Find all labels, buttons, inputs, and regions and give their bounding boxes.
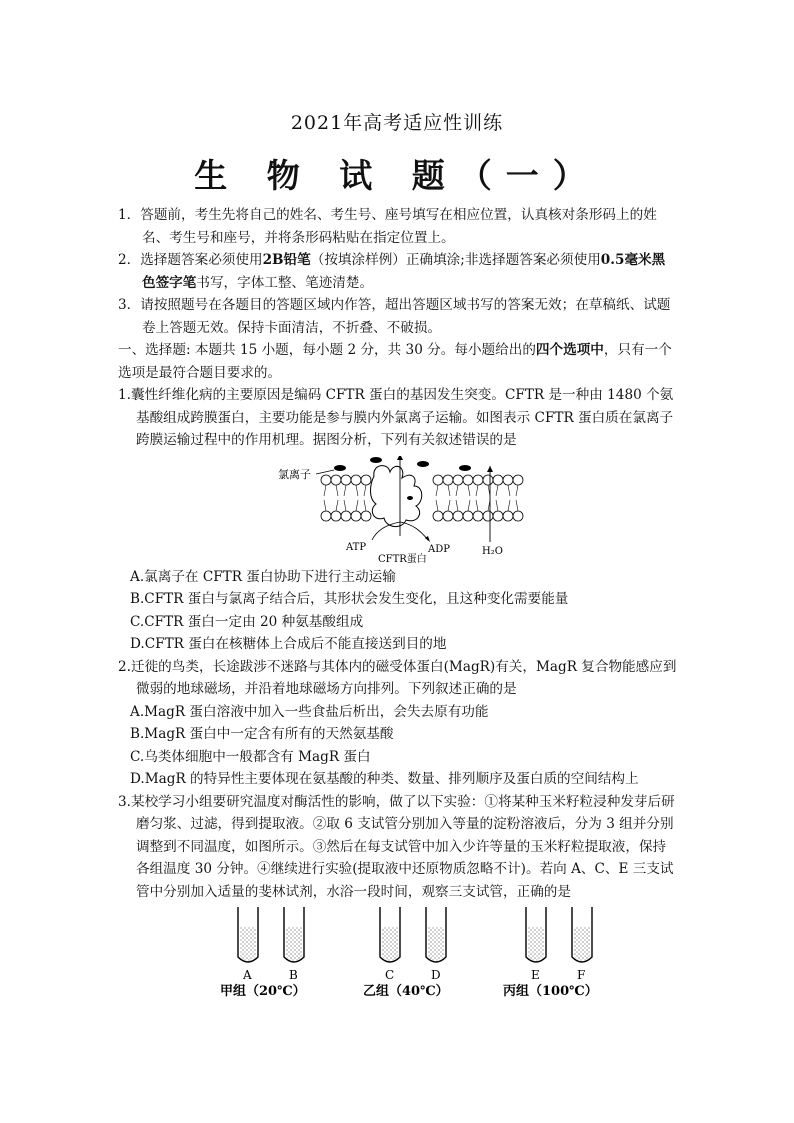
chloride-ion (417, 461, 429, 467)
group-label-3: 丙组（100℃） (503, 984, 598, 999)
instruction-1: 1．答题前，考生先将自己的姓名、考生号、座号填写在相应位置，认真核对条形码上的姓名、考生号和座号，并将条形码粘贴在指定位置上。 (118, 207, 657, 246)
q2-option-d: D.MagR 的特异性主要体现在氨基酸的种类、数量、排列顺序及蛋白质的空间结构上 (130, 771, 639, 787)
q2-option-b: B.MagR 蛋白中一定含有所有的天然氨基酸 (130, 726, 394, 742)
q2-option-a: A.MagR 蛋白溶液中加入一些食盐后析出，会失去原有功能 (130, 703, 489, 720)
question-2-stem: 2.迁徙的鸟类，长途跋涉不迷路与其体内的磁受体蛋白(MagR)有关，MagR 复合物能感应到微弱的地球磁场，并沿着地球磁场方向排列。下列叙述正确的是 (118, 658, 677, 697)
chloride-ion (407, 496, 413, 500)
exam-title: 生 物 试 题（一） (194, 156, 600, 195)
tube-d (426, 907, 446, 962)
tube-c (380, 907, 400, 962)
instruction-2: 2．选择题答案必须使用2B铅笔（按填涂样例）正确填涂;非选择题答案必须使用0.5毫米黑色签字笔书写，字体工整、笔迹清楚。 (118, 252, 666, 291)
tube-label-b: B (289, 968, 298, 982)
q2-option-c: C.乌类体细胞中一般都含有 MagR 蛋白 (130, 748, 371, 765)
tube-label-d: D (431, 968, 441, 982)
question-1-stem: 1.囊性纤维化病的主要原因是编码 CFTR 蛋白的基因发生突变。CFTR 是一种由 1480 个氨基酸组成跨膜蛋白，主要功能是参与膜内外氯离子运输。如图表示 CFTR 蛋白质在氯离子跨膜运输过程中的作用机理。据图分析，下列有关叙述错误的是 (118, 387, 674, 448)
label-water: H₂O (482, 545, 503, 557)
group-label-1: 甲组（20℃） (220, 984, 306, 999)
membrane-upper-heads (321, 475, 523, 485)
section-heading: 一、选择题: 本题共 15 小题，每小题 2 分，共 30 分。每小题给出的四个选项中，只有一个选项是最符合题目要求的。 (118, 342, 672, 381)
group-label-2: 乙组（40℃） (363, 984, 449, 999)
tube-f (572, 907, 592, 962)
tube-label-c: C (385, 968, 395, 982)
chloride-ion (459, 465, 471, 471)
tube-label-f: F (577, 968, 586, 982)
label-adp: ADP (428, 543, 450, 555)
label-atp: ATP (346, 541, 367, 553)
question-3-stem: 3.某校学习小组要研究温度对酶活性的影响，做了以下实验：①将某种玉米籽粒浸种发芽后研磨匀浆、过滤，得到提取液。②取 6 支试管分别加入等量的淀粉溶液后，分为 3 组并分别调整到不同温度，如图所示。③然后在每支试管中加入少许等量的玉米籽粒提取液，保持各组温度 30 分钟。④继续进行实验(提取液中还原物质忽略不计)。若向 A、C、E 三支试管中分别加入适量的斐林试剂，水浴一段时间，观察三支试管，正确的是 (118, 793, 675, 900)
cftr-membrane-diagram (278, 456, 538, 566)
test-tube-diagram (218, 905, 638, 999)
tube-label-a: A (243, 968, 252, 982)
chloride-ion (370, 457, 382, 463)
chloride-ion (334, 465, 346, 471)
exam-subtitle: 2021年高考适应性训练 (290, 112, 504, 134)
tube-b (284, 907, 304, 962)
instruction-3: 3．请按照题号在各题目的答题区域内作答，超出答题区域书写的答案无效；在草稿纸、试题卷上答题无效。保持卡面清洁，不折叠、不破损。 (118, 297, 671, 336)
label-chloride: 氯离子 (278, 467, 311, 481)
q1-option-b: B.CFTR 蛋白与氯离子结合后，其形状会发生变化，且这种变化需要能量 (130, 591, 569, 607)
q1-option-d: D.CFTR 蛋白在核糖体上合成后不能直接送到目的地 (130, 636, 447, 652)
tube-label-e: E (531, 968, 540, 982)
cftr-protein-shape (371, 465, 422, 526)
tube-e (526, 907, 546, 962)
q1-option-a: A.氯离子在 CFTR 蛋白协助下进行主动运输 (130, 568, 396, 585)
membrane-lower-heads (321, 511, 523, 521)
exam-body (118, 204, 678, 999)
label-cftr-protein: CFTR蛋白 (378, 553, 427, 565)
q1-option-c: C.CFTR 蛋白一定由 20 种氨基酸组成 (130, 613, 364, 630)
tube-a (238, 907, 258, 962)
